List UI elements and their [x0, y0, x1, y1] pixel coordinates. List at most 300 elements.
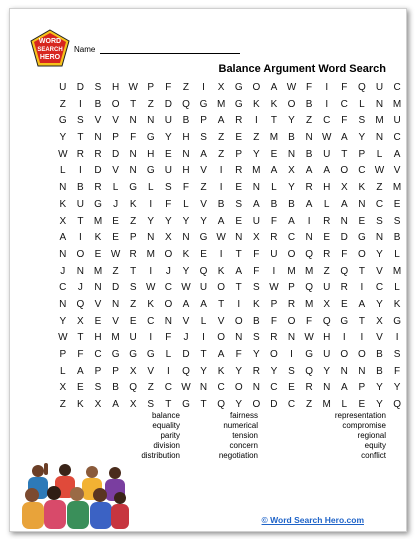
grid-letter: Q — [322, 315, 331, 327]
grid-letter: E — [112, 232, 119, 244]
grid-letter: K — [217, 365, 225, 377]
grid-letter: N — [287, 148, 296, 160]
grid-letter: X — [376, 315, 383, 327]
grid-letter: E — [77, 382, 84, 394]
grid-letter: O — [217, 332, 226, 344]
grid-letter: F — [235, 349, 242, 360]
grid-letter: U — [59, 82, 67, 93]
grid-letter: E — [94, 315, 102, 327]
grid-letter: F — [165, 82, 172, 93]
grid-letter: D — [270, 399, 278, 411]
grid-letter: Z — [306, 115, 313, 127]
grid-letter: C — [393, 132, 401, 144]
grid-letter: Y — [358, 132, 366, 144]
grid-letter: G — [146, 165, 155, 177]
grid-letter: P — [200, 115, 207, 127]
svg-text:HERO: HERO — [39, 54, 61, 61]
grid-letter: K — [147, 298, 155, 310]
grid-letter: G — [129, 182, 138, 194]
grid-letter: G — [146, 349, 155, 360]
grid-letter: Q — [305, 365, 313, 377]
grid-letter: W — [321, 132, 332, 144]
grid-letter: A — [340, 132, 348, 144]
grid-letter: B — [252, 315, 260, 327]
grid-letter: A — [217, 215, 225, 227]
grid-letter: A — [270, 165, 278, 177]
grid-letter: U — [164, 115, 172, 127]
grid-letter: L — [183, 198, 189, 210]
grid-letter: A — [305, 165, 313, 177]
grid-letter: K — [182, 248, 190, 260]
grid-letter: D — [111, 282, 120, 294]
name-field-line[interactable] — [100, 53, 240, 54]
grid-letter: W — [110, 248, 121, 260]
grid-letter: S — [147, 399, 155, 411]
grid-letter: R — [235, 115, 243, 127]
grid-letter: F — [306, 315, 313, 327]
grid-letter: B — [77, 182, 84, 194]
grid-letter: A — [340, 198, 348, 210]
grid-letter: N — [305, 232, 313, 244]
grid-letter: I — [360, 332, 364, 344]
grid-letter: Y — [59, 132, 67, 144]
grid-letter: Z — [376, 182, 383, 194]
grid-letter: W — [304, 332, 314, 344]
grid-letter: K — [270, 98, 278, 110]
grid-letter: Z — [59, 399, 66, 411]
grid-letter: G — [199, 232, 208, 244]
grid-letter: E — [323, 232, 331, 244]
grid-letter: X — [252, 232, 260, 244]
grid-letter: E — [235, 182, 243, 194]
grid-letter: W — [286, 82, 297, 93]
grid-letter: O — [340, 349, 349, 360]
grid-letter: B — [182, 115, 190, 127]
grid-letter: I — [219, 182, 223, 194]
grid-letter: F — [341, 248, 348, 260]
grid-letter: I — [202, 82, 205, 93]
grid-letter: S — [393, 215, 401, 227]
grid-letter: Q — [129, 382, 138, 394]
word-list-item: tension — [232, 431, 258, 440]
grid-letter: P — [270, 298, 278, 310]
grid-letter: G — [58, 115, 67, 127]
grid-letter: I — [79, 98, 82, 110]
grid-letter: E — [94, 248, 102, 260]
grid-letter: W — [216, 232, 226, 244]
grid-letter: N — [59, 248, 67, 260]
grid-letter: I — [149, 265, 153, 277]
grid-letter: A — [182, 298, 190, 310]
grid-letter: R — [340, 282, 348, 294]
grid-letter: Y — [165, 132, 172, 144]
people-group-illustration — [20, 461, 130, 529]
grid-letter: N — [147, 232, 155, 244]
grid-letter: Z — [253, 132, 260, 144]
grid-letter: P — [288, 282, 295, 294]
grid-letter: Z — [218, 148, 225, 160]
grid-letter: L — [200, 315, 207, 327]
grid-letter: M — [287, 265, 296, 277]
grid-letter: M — [392, 265, 402, 277]
grid-letter: N — [129, 148, 137, 160]
grid-letter: B — [112, 382, 119, 394]
grid-letter: I — [202, 332, 205, 344]
grid-letter: F — [270, 215, 277, 227]
grid-letter: A — [340, 382, 348, 394]
grid-letter: D — [94, 165, 102, 177]
grid-letter: O — [287, 315, 296, 327]
grid-letter: S — [200, 132, 207, 144]
grid-letter: P — [94, 365, 102, 377]
grid-letter: W — [269, 282, 279, 294]
grid-letter: C — [287, 232, 296, 244]
grid-letter: E — [165, 148, 172, 160]
grid-letter: Z — [147, 382, 154, 394]
grid-letter: X — [94, 399, 102, 411]
grid-letter: A — [217, 349, 225, 360]
grid-letter: Q — [305, 282, 313, 294]
grid-letter: C — [164, 282, 172, 294]
grid-letter: N — [182, 232, 190, 244]
grid-letter: T — [165, 399, 172, 411]
grid-letter: I — [237, 298, 241, 310]
grid-letter: M — [392, 98, 402, 110]
grid-letter: E — [200, 248, 207, 260]
grid-letter: Y — [200, 215, 207, 227]
grid-letter: V — [112, 315, 119, 327]
grid-letter: Q — [182, 365, 190, 377]
grid-letter: C — [287, 399, 296, 411]
name-label: Name — [74, 45, 96, 54]
grid-letter: Y — [323, 365, 331, 377]
grid-letter: U — [393, 115, 401, 127]
grid-letter: O — [287, 98, 296, 110]
word-list-column-3 — [280, 411, 386, 461]
grid-letter: N — [375, 98, 384, 110]
grid-letter: U — [129, 332, 137, 344]
grid-letter: N — [340, 215, 348, 227]
grid-letter: N — [375, 232, 384, 244]
grid-letter: N — [340, 365, 348, 377]
grid-letter: N — [358, 198, 366, 210]
word-list-item: regional — [357, 431, 386, 440]
word-list-item: compromise — [342, 421, 386, 430]
grid-letter: A — [323, 165, 331, 177]
grid-letter: K — [252, 298, 260, 310]
grid-letter: W — [181, 382, 191, 394]
grid-letter: N — [252, 382, 260, 394]
grid-letter: C — [393, 82, 401, 93]
grid-letter: I — [79, 165, 82, 177]
grid-letter: O — [340, 165, 349, 177]
grid-letter: K — [393, 298, 401, 310]
grid-letter: T — [270, 115, 277, 127]
grid-letter: O — [76, 248, 85, 260]
word-list-item: balance — [151, 411, 180, 420]
grid-letter: N — [375, 132, 384, 144]
grid-letter: K — [77, 399, 84, 411]
grid-letter: D — [111, 148, 120, 160]
grid-letter: M — [252, 165, 261, 177]
grid-letter: N — [164, 315, 172, 327]
grid-letter: H — [111, 82, 120, 93]
grid-letter: O — [217, 282, 226, 294]
grid-letter: N — [59, 298, 67, 310]
grid-letter: Y — [182, 265, 190, 277]
grid-letter: R — [76, 148, 84, 160]
grid-letter: F — [253, 265, 260, 277]
grid-letter: M — [146, 248, 155, 260]
grid-letter: O — [252, 82, 261, 93]
grid-letter: E — [235, 132, 243, 144]
word-list-item: division — [153, 441, 180, 450]
grid-letter: D — [182, 349, 190, 360]
grid-letter: B — [393, 232, 401, 244]
grid-letter: Q — [393, 399, 401, 411]
grid-letter: O — [234, 315, 243, 327]
grid-letter: O — [287, 248, 296, 260]
grid-letter: L — [112, 182, 119, 194]
grid-letter: S — [252, 332, 260, 344]
grid-letter: A — [200, 298, 207, 310]
grid-letter: I — [307, 215, 311, 227]
page-title: Balance Argument Word Search — [218, 63, 386, 75]
grid-letter: E — [340, 298, 348, 310]
grid-letter: Q — [305, 248, 313, 260]
grid-letter: P — [235, 148, 243, 160]
grid-letter: W — [128, 82, 138, 93]
grid-letter: M — [304, 298, 314, 310]
grid-letter: P — [358, 148, 366, 160]
grid-letter: W — [374, 165, 385, 177]
grid-letter: A — [393, 148, 401, 160]
grid-letter: B — [288, 198, 295, 210]
grid-letter: I — [219, 248, 223, 260]
grid-letter: T — [358, 265, 365, 277]
grid-letter: S — [358, 115, 366, 127]
grid-letter: X — [59, 382, 67, 394]
grid-letter: D — [76, 82, 84, 93]
grid-letter: M — [392, 182, 402, 194]
grid-letter: Z — [130, 298, 137, 310]
grid-letter: Y — [376, 298, 383, 310]
grid-letter: M — [216, 98, 226, 110]
grid-letter: T — [77, 332, 84, 344]
grid-letter: N — [323, 382, 331, 394]
grid-letter: S — [94, 82, 102, 93]
grid-letter: S — [165, 182, 172, 194]
grid-letter: Z — [147, 98, 154, 110]
grid-letter: S — [94, 382, 102, 394]
grid-letter: K — [94, 232, 102, 244]
grid-letter: F — [165, 332, 172, 344]
grid-letter: I — [290, 349, 293, 360]
grid-letter: L — [147, 182, 154, 194]
grid-letter: G — [234, 82, 243, 93]
grid-letter: I — [342, 332, 346, 344]
grid-letter: T — [130, 98, 137, 110]
grid-letter: I — [395, 332, 399, 344]
grid-letter: N — [182, 148, 190, 160]
grid-letter: J — [113, 198, 119, 210]
grid-letter: H — [323, 182, 331, 194]
grid-letter: P — [147, 82, 155, 93]
grid-letter: M — [93, 215, 103, 227]
grid-letter: T — [77, 132, 84, 144]
word-list-item: fairness — [229, 411, 258, 420]
word-list-item: parity — [160, 431, 180, 440]
grid-letter: W — [181, 282, 191, 294]
grid-letter: G — [182, 399, 190, 411]
grid-letter: O — [164, 248, 173, 260]
grid-letter: A — [305, 198, 313, 210]
grid-letter: G — [146, 132, 155, 144]
grid-letter: G — [393, 315, 401, 327]
grid-letter: N — [129, 165, 137, 177]
grid-letter: B — [288, 132, 295, 144]
grid-letter: X — [217, 82, 225, 93]
word-list-column-2 — [180, 411, 280, 461]
grid-letter: A — [270, 82, 278, 93]
grid-letter: G — [305, 349, 313, 360]
grid-letter: Y — [270, 365, 278, 377]
grid-letter: Y — [59, 315, 67, 327]
grid-letter: R — [270, 232, 278, 244]
grid-letter: N — [94, 132, 102, 144]
grid-letter: B — [217, 198, 225, 210]
grid-letter: S — [129, 282, 137, 294]
grid-letter: G — [129, 349, 138, 360]
grid-letter: Q — [340, 265, 349, 277]
grid-letter: Z — [218, 132, 225, 144]
grid-letter: Q — [182, 98, 190, 110]
grid-letter: Y — [376, 399, 383, 411]
grid-letter: V — [376, 332, 383, 344]
grid-letter: F — [182, 182, 189, 194]
grid-letter: Y — [252, 349, 260, 360]
word-search-hero-logo — [30, 29, 70, 67]
grid-letter: R — [305, 382, 313, 394]
grid-letter: H — [323, 332, 331, 344]
grid-letter: T — [358, 315, 365, 327]
grid-letter: C — [270, 382, 278, 394]
grid-letter: F — [306, 82, 313, 93]
word-list-item: equity — [364, 441, 386, 450]
grid-letter: L — [341, 399, 348, 411]
grid-letter: V — [94, 115, 102, 127]
grid-letter: L — [376, 148, 383, 160]
grid-letter: T — [77, 215, 84, 227]
grid-letter: V — [393, 165, 401, 177]
grid-letter: Z — [306, 399, 313, 411]
grid-letter: B — [305, 148, 313, 160]
grid-letter: F — [253, 248, 260, 260]
grid-letter: N — [147, 115, 155, 127]
grid-letter: V — [200, 165, 207, 177]
grid-letter: A — [77, 365, 84, 377]
grid-letter: N — [76, 265, 84, 277]
grid-letter: T — [235, 248, 242, 260]
grid-letter: S — [376, 215, 383, 227]
grid-letter: P — [112, 365, 119, 377]
grid-letter: G — [199, 98, 208, 110]
grid-letter: Q — [358, 82, 366, 93]
grid-letter: U — [270, 248, 278, 260]
grid-letter: L — [60, 165, 66, 177]
grid-letter: N — [235, 232, 243, 244]
grid-letter: I — [79, 232, 82, 244]
grid-letter: R — [235, 165, 243, 177]
grid-letter: O — [252, 399, 261, 411]
grid-letter: A — [235, 265, 243, 277]
grid-letter: V — [147, 365, 155, 377]
grid-letter: Y — [200, 365, 207, 377]
grid-letter: J — [165, 265, 171, 277]
grid-letter: X — [59, 215, 67, 227]
grid-letter: E — [112, 215, 119, 227]
grid-letter: I — [360, 282, 364, 294]
grid-letter: Y — [376, 248, 383, 260]
grid-letter: K — [252, 98, 260, 110]
grid-letter: A — [217, 115, 225, 127]
grid-letter: L — [60, 365, 66, 377]
grid-letter: O — [164, 298, 173, 310]
grid-letter: V — [217, 315, 225, 327]
grid-letter: Y — [182, 215, 190, 227]
grid-letter: A — [358, 298, 366, 310]
grid-letter: A — [112, 399, 119, 411]
grid-letter: O — [358, 349, 366, 360]
grid-letter: N — [252, 182, 260, 194]
grid-letter: Q — [76, 298, 85, 310]
grid-letter: P — [112, 132, 119, 144]
grid-letter: Y — [393, 382, 401, 394]
grid-letter: G — [358, 232, 366, 244]
grid-letter: C — [217, 382, 225, 394]
grid-letter: U — [323, 349, 331, 360]
grid-letter: G — [234, 98, 243, 110]
grid-letter: I — [149, 332, 153, 344]
grid-letter: O — [270, 349, 278, 360]
word-list-column-1 — [70, 411, 180, 461]
copyright-link[interactable]: © Word Search Hero.com — [261, 515, 364, 525]
grid-letter: E — [358, 399, 366, 411]
grid-letter: C — [375, 282, 384, 294]
grid-letter: Z — [112, 265, 119, 277]
word-list-item: concern — [229, 441, 258, 450]
grid-letter: V — [112, 165, 119, 177]
grid-letter: L — [359, 98, 365, 110]
grid-letter: B — [376, 365, 383, 377]
grid-letter: R — [323, 215, 331, 227]
grid-letter: A — [288, 215, 295, 227]
grid-letter: R — [323, 248, 331, 260]
word-list — [80, 411, 386, 461]
grid-letter: L — [394, 282, 400, 294]
grid-letter: A — [252, 198, 260, 210]
grid-letter: G — [340, 315, 349, 327]
grid-letter: I — [325, 98, 329, 110]
grid-letter: Y — [288, 182, 295, 194]
grid-letter: N — [235, 332, 243, 344]
grid-letter: M — [304, 265, 314, 277]
grid-letter: H — [182, 165, 190, 177]
grid-letter: F — [394, 365, 401, 377]
grid-letter: P — [358, 382, 366, 394]
grid-letter: M — [322, 399, 331, 411]
grid-letter: D — [164, 98, 172, 110]
